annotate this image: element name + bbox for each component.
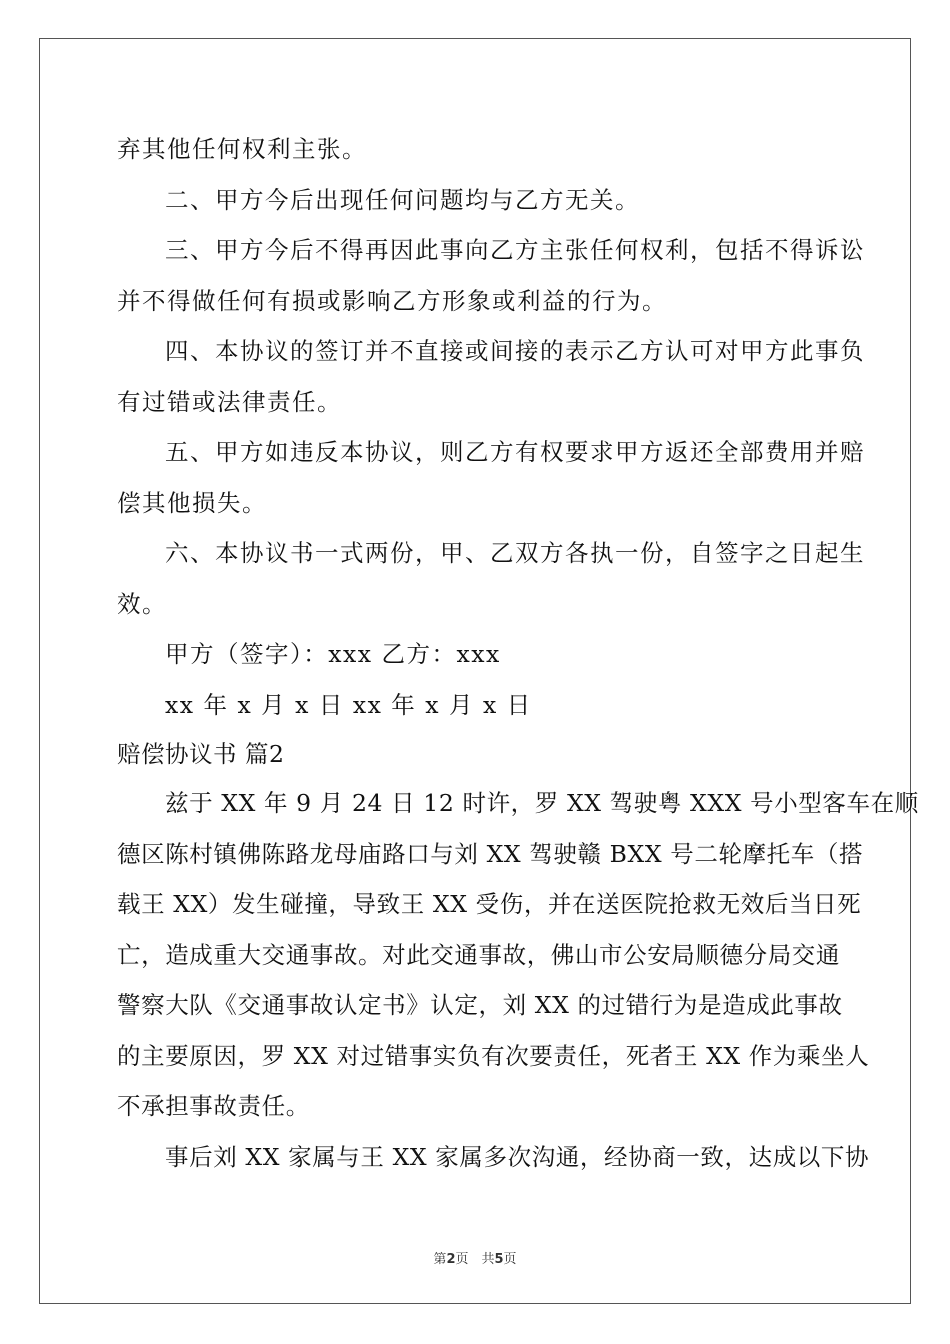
paragraph-line: 兹于 XX 年 9 月 24 日 12 时许，罗 XX 驾驶粤 XXX 号小型客车在顺 xyxy=(165,789,919,817)
paragraph-line: 五、甲方如违反本协议，则乙方有权要求甲方返还全部费用并赔 xyxy=(165,438,865,466)
section-heading: 赔偿协议书 篇2 xyxy=(117,740,285,768)
paragraph-line: 二、甲方今后出现任何问题均与乙方无关。 xyxy=(165,185,640,214)
paragraph-line: 的主要原因，罗 XX 对过错事实负有次要责任，死者王 XX 作为乘坐人 xyxy=(117,1041,870,1070)
paragraph-line: 有过错或法律责任。 xyxy=(117,387,342,416)
paragraph-line: 德区陈村镇佛陈路龙母庙路口与刘 XX 驾驶赣 BXX 号二轮摩托车（搭 xyxy=(117,839,864,868)
paragraph-line: 弃其他任何权利主张。 xyxy=(117,135,367,163)
page-label-suffix: 页 xyxy=(503,1252,517,1267)
date-line: xx 年 x 月 x 日 xx 年 x 月 x 日 xyxy=(165,690,532,719)
paragraph-line: 效。 xyxy=(117,589,167,618)
paragraph-line: 三、甲方今后不得再因此事向乙方主张任何权利，包括不得诉讼 xyxy=(165,236,865,264)
paragraph-line: 不承担事故责任。 xyxy=(117,1092,310,1120)
page-footer xyxy=(0,1248,950,1267)
document-body xyxy=(117,124,919,1182)
paragraph-line: 事后刘 XX 家属与王 XX 家属多次沟通，经协商一致，达成以下协 xyxy=(165,1142,870,1171)
signature-line: 甲方（签字）：xxx 乙方：xxx xyxy=(165,640,501,668)
paragraph-line: 亡，造成重大交通事故。对此交通事故，佛山市公安局顺德分局交通 xyxy=(117,940,840,969)
current-page-number: 2 xyxy=(446,1252,456,1267)
total-page-number: 5 xyxy=(494,1252,504,1267)
paragraph-line: 载王 XX）发生碰撞，导致王 XX 受伤，并在送医院抢救无效后当日死 xyxy=(117,890,862,918)
paragraph-line: 四、本协议的签订并不直接或间接的表示乙方认可对甲方此事负 xyxy=(165,337,865,365)
paragraph-line: 六、本协议书一式两份，甲、乙双方各执一份，自签字之日起生 xyxy=(165,539,865,567)
page-label-mid: 页 共 xyxy=(455,1252,495,1267)
paragraph-line: 偿其他损失。 xyxy=(117,488,267,517)
paragraph-line: 警察大队《交通事故认定书》认定，刘 XX 的过错行为是造成此事故 xyxy=(117,991,843,1019)
paragraph-line: 并不得做任何有损或影响乙方形象或利益的行为。 xyxy=(117,286,667,315)
page-label-prefix: 第 xyxy=(433,1252,447,1267)
